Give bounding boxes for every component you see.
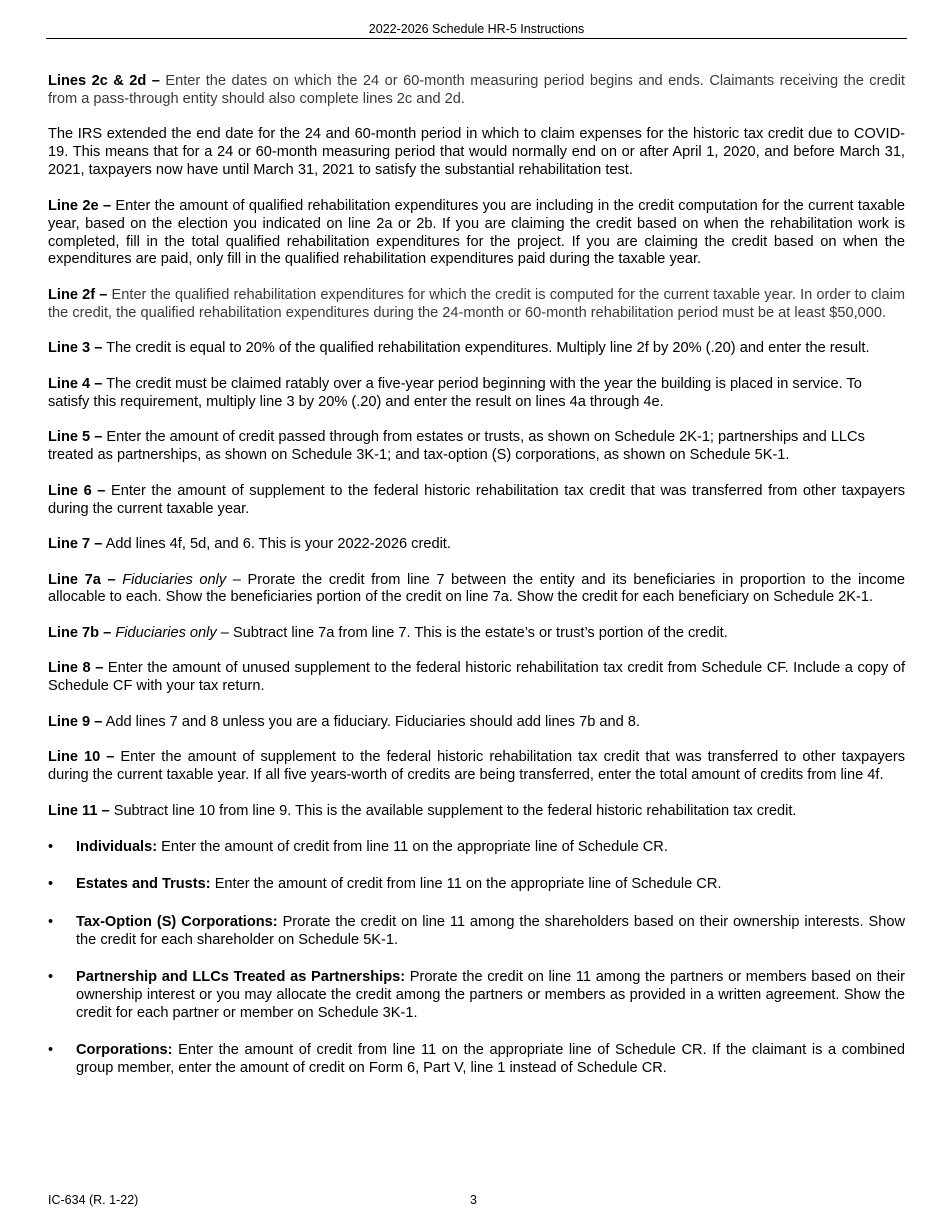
- paragraph-text: Enter the amount of unused supplement to the federal historic rehabilitation tax credit from Schedule CF. Include a copy of Schedule CF with your tax return.: [48, 660, 905, 695]
- paragraph-line-8: [48, 660, 905, 696]
- paragraph-label: Line 2e –: [48, 197, 112, 214]
- paragraph-lines-2c-2d: [48, 73, 905, 109]
- paragraph-label: Line 4 –: [48, 375, 103, 392]
- bullet-dot: •: [48, 839, 54, 856]
- bullet-dot: •: [48, 913, 54, 930]
- paragraph-line-7b: [48, 625, 905, 643]
- paragraph-label: Line 7a –: [48, 571, 116, 588]
- page-number: 3: [470, 1193, 477, 1207]
- paragraph-line-7a: [48, 572, 905, 608]
- paragraph-text: – Subtract line 7a from line 7. This is the estate’s or trust’s portion of the credit.: [216, 624, 728, 641]
- bullet-dot: •: [48, 876, 54, 893]
- paragraph-line-11: [48, 803, 905, 821]
- paragraph-line-3: [48, 340, 905, 358]
- paragraph-label: Line 6 –: [48, 482, 106, 499]
- paragraph-line-10: [48, 749, 905, 785]
- list-item-corporations: [48, 1042, 905, 1078]
- paragraph-line-6: [48, 483, 905, 519]
- paragraph-label: Line 7b –: [48, 624, 112, 641]
- list-item-label: Tax-Option (S) Corporations:: [76, 913, 278, 930]
- paragraph-text: Enter the amount of qualified rehabilitation expenditures you are including in the credit computation for the current taxable year, based on the election you indicated on line 2a or 2b. If you are claiming the credit based on when the rehabilitation work is completed, fill in the total qualified rehabilitation expenditures for the project. If you are claiming the credit based on when the expenditures are paid, only fill in the qualified rehabilitation expenditures paid during the taxable year.: [48, 197, 905, 268]
- paragraph-label: Line 5 –: [48, 429, 103, 446]
- paragraph-line-2f: [48, 287, 905, 323]
- paragraph-text: The credit must be claimed ratably over a five-year period beginning with the year the building is placed in service. To satisfy this requirement, multiply line 3 by 20% (.20) and enter the result on lines 4a through 4e.: [48, 375, 862, 410]
- paragraph-text: The IRS extended the end date for the 24 and 60-month period in which to claim expenses for the historic tax credit due to COVID-19. This means that for a 24 or 60-month measuring period that would normally end on or after April 1, 2020, and before March 31, 2021, taxpayers now have until March 31, 2021 to satisfy the substantial rehabilitation test.: [48, 126, 905, 179]
- paragraph-label: Line 9 –: [48, 713, 103, 730]
- paragraph-text: Enter the amount of supplement to the federal historic rehabilitation tax credit that was transferred to other taxpayers during the current taxable year. If all five years-worth of credits are being transferred, enter the total amount of credits from line 4f.: [48, 749, 905, 784]
- paragraph-text: Add lines 4f, 5d, and 6. This is your 2022-2026 credit.: [102, 536, 451, 553]
- list-item-individuals: [48, 839, 905, 857]
- page-header: 2022-2026 Schedule HR-5 Instructions: [368, 22, 585, 36]
- list-item-estates-trusts: [48, 876, 905, 894]
- paragraph-label: Line 7 –: [48, 536, 103, 553]
- list-item-label: Individuals:: [76, 839, 158, 856]
- paragraph-italic: Fiduciaries only: [115, 571, 227, 588]
- paragraph-text: – Prorate the credit from line 7 between the entity and its beneficiaries in proportion to the income allocable to each. Show the beneficiaries portion of the credit on line 7a. Show the credit for each beneficiary on Schedule 2K-1.: [48, 571, 905, 606]
- paragraph-label: Line 2f –: [48, 286, 108, 303]
- paragraph-text: Enter the dates on which the 24 or 60-month measuring period begins and ends. Claimants receiving the credit from a pass-through entity should also complete lines 2c and 2d.: [48, 73, 905, 107]
- paragraph-line-5: [48, 429, 905, 465]
- paragraph-text: Enter the amount of credit passed through from estates or trusts, as shown on Schedule 2K-1; partnerships and LLCs treated as partnerships, as shown on Schedule 3K-1; and tax-option (S) corporations, as shown on Schedule 5K-1.: [48, 429, 865, 464]
- list-item-partnerships-llcs: [48, 969, 905, 1023]
- paragraph-italic: Fiduciaries only: [111, 624, 217, 641]
- bullet-dot: •: [48, 969, 54, 986]
- paragraph-label: Line 11 –: [48, 802, 110, 819]
- paragraph-text: Subtract line 10 from line 9. This is the available supplement to the federal historic rehabilitation tax credit.: [109, 802, 797, 819]
- paragraph-text: Enter the amount of supplement to the federal historic rehabilitation tax credit that was transferred from other taxpayers during the current taxable year.: [48, 482, 905, 517]
- instructions-body: [48, 73, 905, 1098]
- list-item-label: Corporations:: [76, 1042, 173, 1059]
- paragraph-covid-extension: [48, 126, 905, 180]
- list-item-text: Prorate the credit on line 11 among the partners or members based on their ownership interest or you may allocate the credit among the partners or members as provided in a written agreement. Show the credit for each partner or member on Schedule 3K-1.: [76, 969, 905, 1022]
- paragraph-line-7: [48, 536, 905, 554]
- paragraph-label: Lines 2c & 2d –: [48, 73, 160, 89]
- form-id: IC-634 (R. 1-22): [48, 1193, 139, 1207]
- paragraph-label: Line 10 –: [48, 749, 115, 766]
- paragraph-line-4: [48, 376, 905, 412]
- claimant-type-list: [48, 839, 905, 1078]
- paragraph-text: The credit is equal to 20% of the qualified rehabilitation expenditures. Multiply line 2f by 20% (.20) and enter the result.: [102, 340, 870, 357]
- list-item-label: Estates and Trusts:: [76, 876, 211, 893]
- paragraph-line-9: [48, 714, 905, 732]
- paragraph-line-2e: [48, 198, 905, 270]
- list-item-tax-option-corporations: [48, 914, 905, 950]
- paragraph-text: Enter the qualified rehabilitation expenditures for which the credit is computed for the current taxable year. In order to claim the credit, the qualified rehabilitation expenditures during the 24-month or 60-month rehabilitation period must be at least $50,000.: [48, 286, 905, 321]
- paragraph-label: Line 3 –: [48, 340, 103, 357]
- list-item-text: Enter the amount of credit from line 11 on the appropriate line of Schedule CR. If the claimant is a combined group member, enter the amount of credit on Form 6, Part V, line 1 instead of Schedule CR.: [76, 1042, 905, 1077]
- list-item-label: Partnership and LLCs Treated as Partnerships:: [76, 969, 406, 986]
- bullet-dot: •: [48, 1042, 54, 1059]
- header-rule: [46, 38, 907, 39]
- list-item-text: Enter the amount of credit from line 11 on the appropriate line of Schedule CR.: [210, 876, 722, 893]
- list-item-text: Enter the amount of credit from line 11 on the appropriate line of Schedule CR.: [157, 839, 668, 856]
- list-item-text: Prorate the credit on line 11 among the shareholders based on their ownership interests. Show the credit for each shareholder on Schedule 5K-1.: [76, 913, 905, 948]
- paragraph-label: Line 8 –: [48, 660, 104, 677]
- paragraph-text: Add lines 7 and 8 unless you are a fiduciary. Fiduciaries should add lines 7b and 8.: [102, 713, 640, 730]
